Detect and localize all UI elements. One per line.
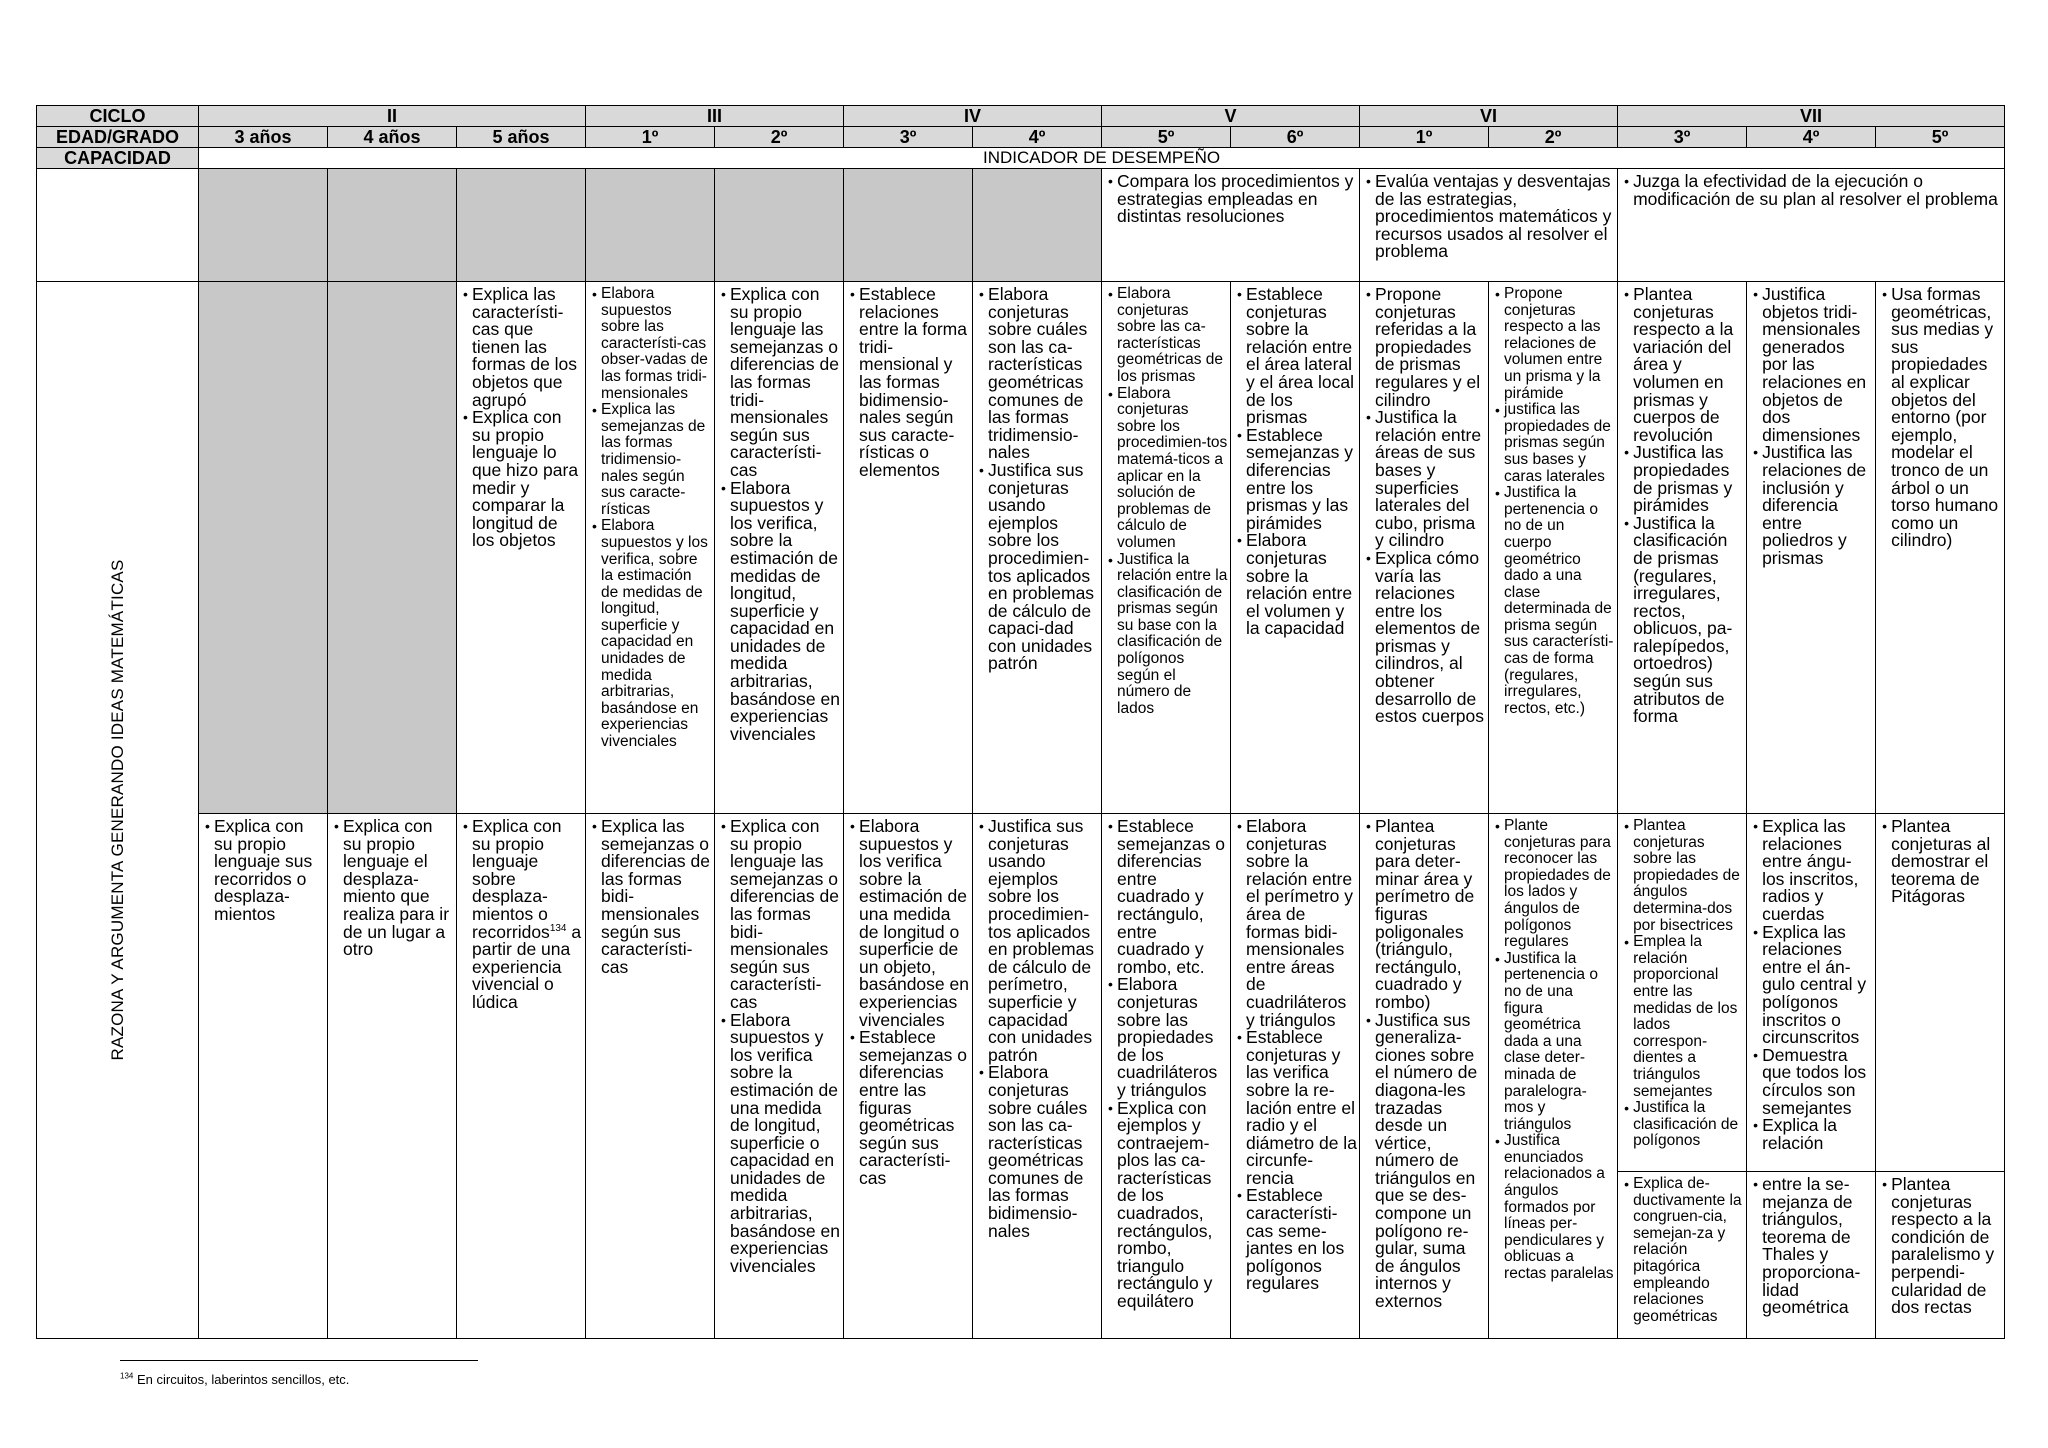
indicator-cell	[1231, 814, 1360, 1339]
indicator-item: • Plante conjeturas para reconocer las propiedades de los lados y ángulos de polígonos regulares	[1495, 818, 1615, 951]
indicator-text: a partir de una experiencia vivencial o lúdica	[472, 921, 582, 1012]
grade-header: 1º	[1360, 127, 1489, 148]
indicator-item: • Usa formas geométricas, sus medias y sus propiedades al explicar objetos del entorno (por ejemplo, modelar el tronco de un árbol o un torso humano como un cilindro)	[1882, 286, 2002, 550]
indicator-item: • Elabora conjeturas sobre cuáles son las ca-racterísticas geométricas comunes de las formas tridimensio-nales	[979, 286, 1099, 462]
edad-grado-label: EDAD/GRADO	[37, 127, 199, 148]
indicator-item: • Plantea conjeturas para deter-minar área y perímetro de figuras poligonales (triángulo, rectángulo, cuadrado y rombo)	[1366, 818, 1486, 1012]
indicator-cell	[586, 814, 715, 1339]
indicator-item: • Justifica la pertenencia o no de un cuerpo geométrico dado a una clase determinada de prisma según sus característi-cas de forma (regulares, irregulares, rectos, etc.)	[1495, 485, 1615, 717]
split-cell	[1618, 814, 1747, 1339]
grade-header: 5º	[1876, 127, 2005, 148]
indicator-cell	[1360, 814, 1489, 1339]
indicator-item: • Justifica las relaciones de inclusión y diferencia entre poliedros y prismas	[1753, 444, 1873, 567]
indicator-cell	[1747, 282, 1876, 814]
indicator-item: • Establece semejanzas o diferencias entre cuadrado y rectángulo, entre cuadrado y rombo, etc.	[1108, 818, 1228, 976]
indicator-item: • Emplea la relación proporcional entre las medidas de los lados correspon-dientes a triángulos semejantes	[1624, 934, 1744, 1100]
cycle-vi: VI	[1360, 106, 1618, 127]
indicator-item: • Explica con su propio lenguaje las semejanzas o diferencias de las formas bidi-mensionales según sus característi-cas	[721, 818, 841, 1012]
split-bottom	[1876, 1172, 2004, 1338]
indicator-cell	[199, 814, 328, 1339]
indicator-item: • Compara los procedimientos y estrategias empleadas en distintas resoluciones	[1108, 173, 1357, 226]
grade-header: 3º	[1618, 127, 1747, 148]
split-top	[1747, 814, 1875, 1172]
indicator-cell	[1102, 282, 1231, 814]
split-bottom	[1618, 1172, 1746, 1338]
indicator-item	[463, 818, 583, 1012]
indicator-cell	[457, 814, 586, 1339]
grade-header: 4º	[973, 127, 1102, 148]
indicator-item: • Demuestra que todos los círculos son semejantes	[1753, 1047, 1873, 1117]
grade-header: 5 años	[457, 127, 586, 148]
grade-header: 3 años	[199, 127, 328, 148]
capacidad-cell	[37, 282, 199, 1339]
indicator-item: • Explica las relaciones entre ángu-los inscritos, radios y cuerdas	[1753, 818, 1873, 924]
footnote-number: 134	[120, 1371, 134, 1381]
indicator-cell	[586, 282, 715, 814]
shaded-cell	[844, 169, 973, 282]
indicator-item: • Establece conjeturas y las verifica sobre la re-lación entre el radio y el diámetro de la circunfe-rencia	[1237, 1029, 1357, 1187]
indicator-item: • Establece característi-cas seme-jantes en los polígonos regulares	[1237, 1187, 1357, 1293]
indicator-item: • entre la se-mejanza de triángulos, teorema de Thales y proporciona-lidad geométrica	[1753, 1176, 1873, 1317]
indicator-cell	[328, 814, 457, 1339]
indicator-cell	[844, 814, 973, 1339]
capacidad-text: RAZONA Y ARGUMENTA GENERANDO IDEAS MATEMÁTICAS	[107, 559, 127, 1061]
footnote-rule	[120, 1360, 478, 1361]
indicator-item: • Evalúa ventajas y desventajas de las estrategias, procedimientos matemáticos y recursos usados al resolver el problema	[1366, 173, 1615, 261]
split-cell	[1876, 814, 2005, 1339]
empty-cell	[37, 169, 199, 282]
shaded-cell	[586, 169, 715, 282]
indicador-label: INDICADOR DE DESEMPEÑO	[199, 148, 2005, 169]
indicator-item: • Justifica la relación entre la clasificación de prismas según su base con la clasificación de polígonos según el número de lados	[1108, 552, 1228, 718]
indicator-text: Explica con su propio lenguaje sobre desplaza-mientos o recorridos	[472, 816, 562, 942]
indicator-item: • Explica con ejemplos y contraejem-plos las ca-racterísticas de los cuadrados, rectángulos, rombo, triangulo rectángulo y equilátero	[1108, 1100, 1228, 1311]
indicator-item: • Explica con su propio lenguaje lo que hizo para medir y comparar la longitud de los objetos	[463, 409, 583, 550]
grade-header: 6º	[1231, 127, 1360, 148]
indicator-cell	[1231, 282, 1360, 814]
indicator-item: • Elabora conjeturas sobre la relación entre el volumen y la capacidad	[1237, 532, 1357, 638]
indicator-item: • Plantea conjeturas sobre las propiedades de ángulos determina-dos por bisectrices	[1624, 818, 1744, 934]
cycle-ii: II	[199, 106, 586, 127]
cycle-v: V	[1102, 106, 1360, 127]
indicator-item: • Establece semejanzas y diferencias entre los prismas y las pirámides	[1237, 427, 1357, 533]
indicator-item: • justifica las propiedades de prismas según sus bases y caras laterales	[1495, 402, 1615, 485]
indicator-item: • Elabora supuestos y los verifica, sobre la estimación de medidas de longitud, superficie y capacidad en unidades de medida arbitrarias, basándose en experiencias vivenciales	[721, 480, 841, 744]
performance-indicators-table	[36, 105, 2005, 1339]
cycle-iv: IV	[844, 106, 1102, 127]
split-top	[1876, 814, 2004, 1172]
split-top	[1618, 814, 1746, 1172]
indicator-cell	[1618, 169, 2005, 282]
grade-header: 2º	[715, 127, 844, 148]
indicator-item: • Justifica la clasificación de polígonos	[1624, 1100, 1744, 1150]
indicator-cell	[844, 282, 973, 814]
indicator-item: • Justifica enunciados relacionados a ángulos formados por líneas per-pendiculares y oblicuas a rectas paralelas	[1495, 1133, 1615, 1282]
indicator-item: • Explica la relación	[1753, 1117, 1873, 1152]
indicator-item: • Establece relaciones entre la forma tridi-mensional y las formas bidimensio-nales según sus caracte-rísticas o elementos	[850, 286, 970, 480]
indicator-item: • Explica con su propio lenguaje el desplaza-miento que realiza para ir de un lugar a otro	[334, 818, 454, 959]
indicator-item: • Plantea conjeturas respecto a la variación del área y volumen en prismas y cuerpos de revolución	[1624, 286, 1744, 444]
indicator-item: • Explica cómo varía las relaciones entre los elementos de prismas y cilindros, al obtener desarrollo de estos cuerpos	[1366, 550, 1486, 726]
shaded-cell	[199, 282, 328, 814]
indicator-item: • Establece conjeturas sobre la relación entre el área lateral y el área local de los prismas	[1237, 286, 1357, 427]
indicator-item: • Justifica sus generaliza-ciones sobre el número de diagona-les trazadas desde un vértice, número de triángulos en que se des-compone un polígono re-gular, suma de ángulos internos y externos	[1366, 1012, 1486, 1311]
cycle-vii: VII	[1618, 106, 2005, 127]
indicator-item: • Explica las semejanzas o diferencias de las formas bidi-mensionales según sus característi-cas	[592, 818, 712, 976]
indicator-item: • Plantea conjeturas respecto a la condición de paralelismo y perpendi-cularidad de dos rectas	[1882, 1176, 2002, 1317]
indicator-item: • Justifica objetos tridi-mensionales generados por las relaciones en objetos de dos dimensiones	[1753, 286, 1873, 444]
capacidad-label: CAPACIDAD	[37, 148, 199, 169]
indicator-item: • Explica las relaciones entre el án-gulo central y polígonos inscritos o circunscritos	[1753, 924, 1873, 1047]
shaded-cell	[199, 169, 328, 282]
indicator-cell	[1876, 282, 2005, 814]
grade-header: 1º	[586, 127, 715, 148]
indicator-item: • Explica las característi-cas que tienen las formas de los objetos que agrupó	[463, 286, 583, 409]
indicator-item: • Elabora supuestos y los verifica sobre la estimación de una medida de longitud o superficie de un objeto, basándose en experiencias vivenciales	[850, 818, 970, 1029]
grade-header: 3º	[844, 127, 973, 148]
cycle-iii: III	[586, 106, 844, 127]
indicator-item: • Elabora supuestos sobre las característi-cas obser-vadas de las formas tridi-mensionales	[592, 286, 712, 402]
indicator-cell	[1489, 814, 1618, 1339]
indicator-item: • Establece semejanzas o diferencias entre las figuras geométricas según sus característi-cas	[850, 1029, 970, 1187]
indicator-cell	[715, 282, 844, 814]
indicator-cell	[973, 814, 1102, 1339]
shaded-cell	[328, 169, 457, 282]
ciclo-label: CICLO	[37, 106, 199, 127]
split-cell	[1747, 814, 1876, 1339]
indicator-cell	[1102, 814, 1231, 1339]
shaded-cell	[328, 282, 457, 814]
indicator-item: • Elabora conjeturas sobre cuáles son las ca-racterísticas geométricas comunes de las formas bidimensio-nales	[979, 1064, 1099, 1240]
indicator-cell	[973, 282, 1102, 814]
indicator-cell	[1489, 282, 1618, 814]
indicator-item: • Elabora conjeturas sobre los procedimien-tos matemá-ticos a aplicar en la solución de problemas de cálculo de volumen	[1108, 386, 1228, 552]
indicator-item: • Elabora conjeturas sobre las ca-racterísticas geométricas de los prismas	[1108, 286, 1228, 386]
shaded-cell	[715, 169, 844, 282]
indicator-cell	[1102, 169, 1360, 282]
indicator-cell	[715, 814, 844, 1339]
indicator-cell	[1618, 282, 1747, 814]
indicator-item: • Justifica las propiedades de prismas y pirámides	[1624, 444, 1744, 514]
indicator-cell	[1360, 282, 1489, 814]
grade-header: 2º	[1489, 127, 1618, 148]
grade-header: 4º	[1747, 127, 1876, 148]
indicator-cell	[1360, 169, 1618, 282]
indicator-item: • Explica de-ductivamente la congruen-cia, semejan-za y relación pitagórica empleando relaciones geométricas	[1624, 1176, 1744, 1325]
shaded-cell	[973, 169, 1102, 282]
indicator-item: • Elabora supuestos y los verifica sobre la estimación de una medida de longitud, superficie o capacidad en unidades de medida arbitrarias, basándose en experiencias vivenciales	[721, 1012, 841, 1276]
indicator-item: • Explica con su propio lenguaje las semejanzas o diferencias de las formas tridi-mensionales según sus característi-cas	[721, 286, 841, 480]
indicator-item: • Justifica la relación entre áreas de sus bases y superficies laterales del cubo, prisma y cilindro	[1366, 409, 1486, 550]
indicator-item: • Justifica la pertenencia o no de una figura geométrica dada a una clase deter-minada de paralelogra-mos y triángulos	[1495, 951, 1615, 1134]
footnote	[120, 1372, 349, 1387]
indicator-item: • Explica con su propio lenguaje sus recorridos o desplaza-mientos	[205, 818, 325, 924]
footnote-text: En circuitos, laberintos sencillos, etc.	[133, 1372, 350, 1387]
shaded-cell	[457, 169, 586, 282]
grade-header: 5º	[1102, 127, 1231, 148]
indicator-item: • Propone conjeturas referidas a la propiedades de prismas regulares y el cilindro	[1366, 286, 1486, 409]
indicator-item: • Explica las semejanzas de las formas tridimensio-nales según sus caracte-rísticas	[592, 402, 712, 518]
indicator-item: • Juzga la efectividad de la ejecución o modificación de su plan al resolver el problema	[1624, 173, 2002, 208]
indicator-item: • Justifica sus conjeturas usando ejemplos sobre los procedimien-tos aplicados en problemas de cálculo de capaci-dad con unidades patrón	[979, 462, 1099, 673]
indicator-item: • Justifica la clasificación de prismas (regulares, irregulares, rectos, oblicuos, pa-ralepípedos, ortoedros) según sus atributos de forma	[1624, 515, 1744, 726]
indicator-item: • Elabora conjeturas sobre las propiedades de los cuadriláteros y triángulos	[1108, 976, 1228, 1099]
indicator-cell	[457, 282, 586, 814]
indicator-item: • Justifica sus conjeturas usando ejemplos sobre los procedimien-tos aplicados en problemas de cálculo de perímetro, superficie y capacidad con unidades patrón	[979, 818, 1099, 1064]
indicator-item: • Elabora conjeturas sobre la relación entre el perímetro y área de formas bidi-mensionales entre áreas de cuadriláteros y triángulos	[1237, 818, 1357, 1029]
grade-header: 4 años	[328, 127, 457, 148]
indicator-item: • Elabora supuestos y los verifica, sobre la estimación de medidas de longitud, superficie y capacidad en unidades de medida arbitrarias, basándose en experiencias vivenciales	[592, 518, 712, 750]
footnote-ref: 134	[549, 922, 567, 934]
indicator-item: • Plantea conjeturas al demostrar el teorema de Pitágoras	[1882, 818, 2002, 906]
indicator-item: • Propone conjeturas respecto a las relaciones de volumen entre un prisma y la pirámide	[1495, 286, 1615, 402]
split-bottom	[1747, 1172, 1875, 1338]
